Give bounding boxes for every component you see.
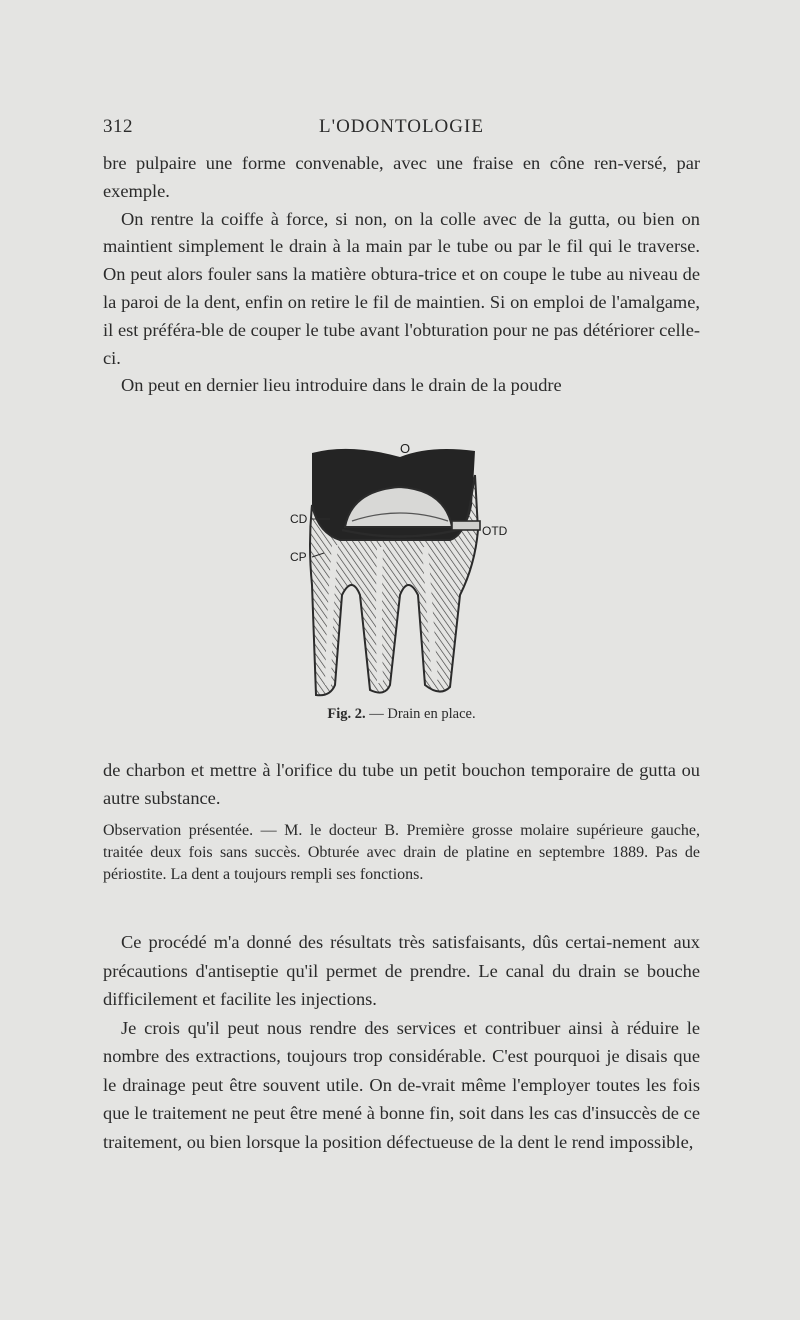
- paragraph-block-2: [103, 757, 700, 813]
- paragraph-block-3: [103, 928, 700, 1156]
- paragraph: bre pulpaire une forme convenable, avec une fraise en cône ren-versé, par exemple.: [103, 153, 700, 201]
- caption-label: Fig. 2.: [327, 706, 366, 722]
- label-ot: OTD: [482, 524, 508, 538]
- paragraph: On rentre la coiffe à force, si non, on la colle avec de la gutta, ou bien on maintient simplement le drain à la main par le tube ou par le fil qui le traverse. On peut alors fouler sans la matière obtura-trice et on coupe le tube au niveau de la paroi de la dent, enfin on retire le fil de maintien. Si on emploi de l'amalgame, il est préféra-ble de couper le tube avant l'obturation pour ne pas détériorer celle-ci.: [103, 208, 700, 368]
- label-cd: CD: [290, 512, 308, 526]
- paragraph-block-1: [103, 150, 700, 400]
- tooth-illustration: [290, 435, 520, 705]
- label-cp: CP: [290, 550, 307, 564]
- observation-text: Observation présentée. — M. le docteur B. Première grosse molaire supérieure gauche, traitée deux fois sans succès. Obturée avec drain de platine en septembre 1889. Pas de périostite. La dent a toujours rempli ses fonctions.: [103, 822, 700, 883]
- observation-note: [103, 820, 700, 886]
- paragraph: Je crois qu'il peut nous rendre des services et contribuer ainsi à réduire le nombre des extractions, toujours trop considérable. C'est pourquoi je disais que le drainage peut être souvent utile. On de-vrait même l'employer toutes les fois que le traitement ne peut être mené à bonne fin, soit dans les cas d'insuccès de ce traitement, ou bien lorsque la position défectueuse de la dent le rend impossible,: [103, 1017, 700, 1152]
- paragraph: On peut en dernier lieu introduire dans le drain de la poudre: [121, 375, 562, 396]
- page-number: 312: [103, 116, 133, 137]
- label-o: O: [400, 441, 411, 456]
- paragraph: de charbon et mettre à l'orifice du tube un petit bouchon temporaire de gutta ou autre substance.: [103, 760, 700, 808]
- paragraph: Ce procédé m'a donné des résultats très satisfaisants, dûs certai-nement aux précautions d'antiseptie qu'il permet de prendre. Le canal du drain se bouche difficilement et facilite les injections.: [103, 932, 700, 1009]
- figure-caption: [103, 706, 700, 723]
- caption-text: — Drain en place.: [369, 706, 476, 722]
- running-title: L'ODONTOLOGIE: [319, 116, 484, 137]
- tooth-drain-figure: [290, 435, 520, 705]
- page-header: [103, 116, 700, 146]
